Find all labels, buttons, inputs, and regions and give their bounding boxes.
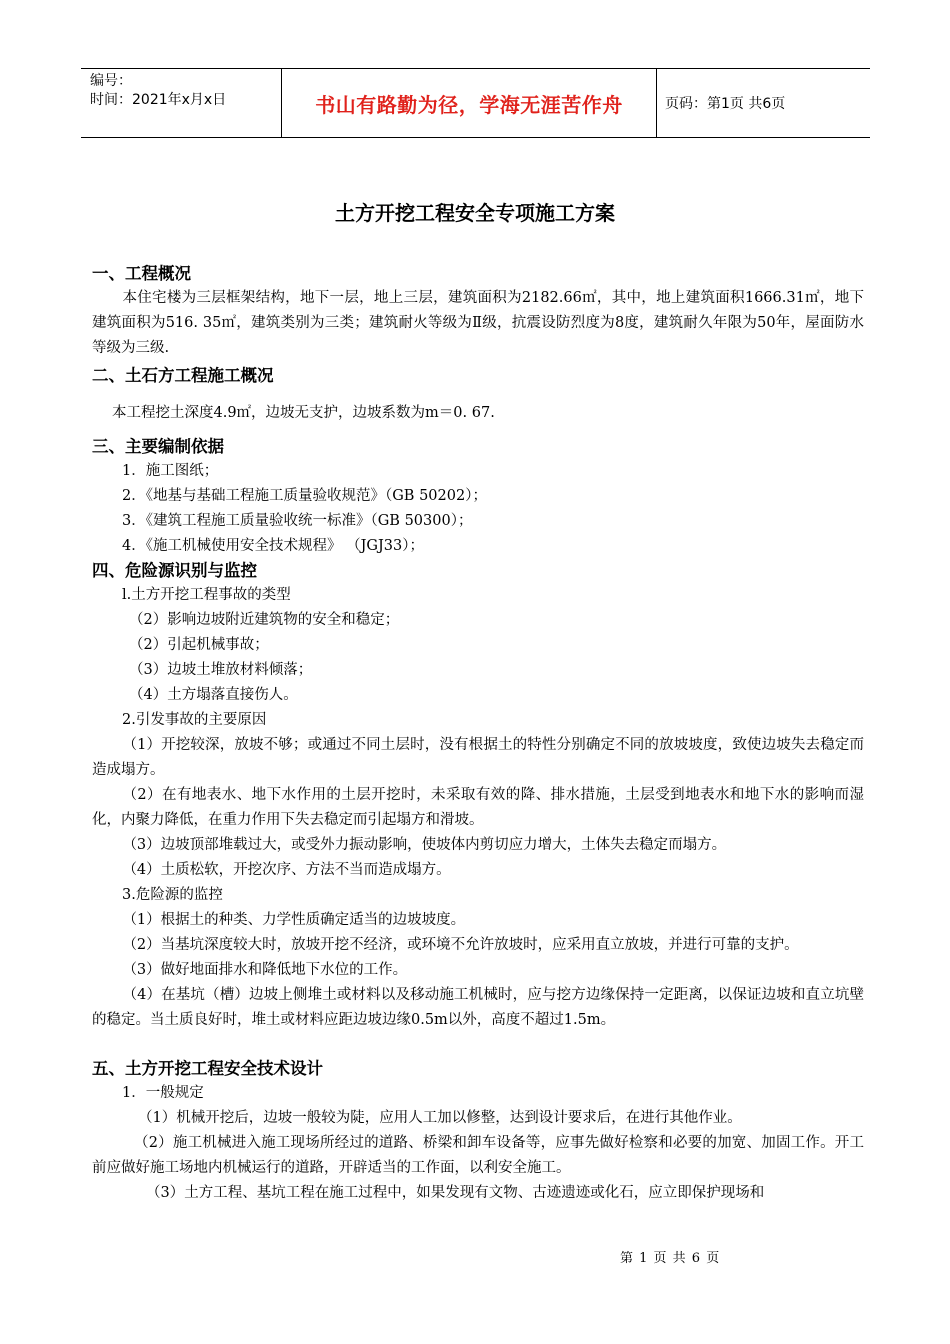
list-item: （3）边坡顶部堆载过大，或受外力振动影响，使坡体内剪切应力增大，土体失去稳定而塌方。	[122, 837, 727, 853]
header-meta	[81, 69, 282, 137]
section-heading-5: 五、土方开挖工程安全技术设计	[92, 1059, 323, 1078]
page-footer: 第 1 页 共 6 页	[620, 1251, 721, 1266]
header-page-label: 页码：第1页 共6页	[665, 96, 786, 112]
list-item: 2．《地基与基础工程施工质量验收规范》（GB 50202）；	[122, 488, 487, 504]
paragraph: 本工程挖土深度4.9㎡，边坡无支护，边坡系数为m＝0. 67.	[112, 405, 495, 421]
section-heading-1: 一、工程概况	[92, 264, 191, 283]
subheading: 2.引发事故的主要原因	[122, 712, 267, 728]
list-item: 4．《施工机械使用安全技术规程》 （JGJ33）；	[122, 538, 424, 554]
document-body	[92, 262, 864, 1206]
section-heading-2: 二、土石方工程施工概况	[92, 366, 274, 385]
subheading: 3.危险源的监控	[122, 887, 223, 903]
subheading: l.土方开挖工程事故的类型	[122, 587, 291, 603]
list-item: （2）在有地表水、地下水作用的土层开挖时，未采取有效的降、排水措施，土层受到地表水和地下水的影响而湿化，内聚力降低，在重力作用下失去稳定而引起塌方和滑坡。	[92, 787, 864, 828]
document-header	[81, 68, 870, 138]
paragraph: 本住宅楼为三层框架结构，地下一层，地上三层，建筑面积为2182.66㎡，其中，地上建筑面积1666.31㎡，地下建筑面积为516. 35㎡，建筑类别为三类；建筑耐火等级为Ⅱ级，抗震设防烈度为8度，建筑耐久年限为50年，屋面防水等级为三级.	[92, 290, 864, 356]
list-item: （4）在基坑（槽）边坡上侧堆土或材料以及移动施工机械时，应与挖方边缘保持一定距离，以保证边坡和直立坑壁的稳定。当土质良好时，堆土或材料应距边坡边缘0.5m以外，高度不超过1.5m。	[92, 987, 864, 1028]
list-item: （1）根据土的种类、力学性质确定适当的边坡坡度。	[122, 912, 466, 928]
list-item: （2）当基坑深度较大时，放坡开挖不经济，或环境不允许放坡时，应采用直立放坡，并进行可靠的支护。	[122, 937, 799, 953]
list-item: （4）土方塌落直接伤人。	[129, 687, 298, 703]
list-item: （2）施工机械进入施工现场所经过的道路、桥梁和卸车设备等，应事先做好检察和必要的加宽、加固工作。开工前应做好施工场地内机械运行的道路，开辟适当的工作面，以利安全施工。	[92, 1135, 864, 1176]
date-label: 时间：2021年x月x日	[90, 92, 227, 108]
section-heading-3: 三、主要编制依据	[92, 437, 224, 456]
header-motto: 书山有路勤为径，学海无涯苦作舟	[282, 69, 657, 137]
number-label: 编号：	[90, 73, 132, 89]
list-item: （3）边坡土堆放材料倾落；	[129, 662, 313, 678]
list-item: （3）做好地面排水和降低地下水位的工作。	[122, 962, 408, 978]
list-item: （4）土质松软，开挖次序、方法不当而造成塌方。	[122, 862, 451, 878]
list-item: 1．施工图纸；	[122, 463, 219, 479]
list-item: （1）机械开挖后，边坡一般较为陡，应用人工加以修整，达到设计要求后，在进行其他作业。	[138, 1110, 742, 1126]
list-item: （3）土方工程、基坑工程在施工过程中，如果发现有文物、古迹遗迹或化石，应立即保护现场和	[146, 1185, 765, 1201]
section-heading-4: 四、危险源识别与监控	[92, 561, 257, 580]
list-item: （2）影响边坡附近建筑物的安全和稳定；	[129, 612, 400, 628]
list-item: （1）开挖较深，放坡不够；或通过不同土层时，没有根据土的特性分别确定不同的放坡坡度，致使边坡失去稳定而造成塌方。	[92, 737, 864, 778]
list-item: 3．《建筑工程施工质量验收统一标准》（GB 50300）；	[122, 513, 473, 529]
subheading: 1．一般规定	[122, 1085, 204, 1101]
document-title: 土方开挖工程安全专项施工方案	[335, 201, 615, 225]
list-item: （2）引起机械事故；	[129, 637, 269, 653]
